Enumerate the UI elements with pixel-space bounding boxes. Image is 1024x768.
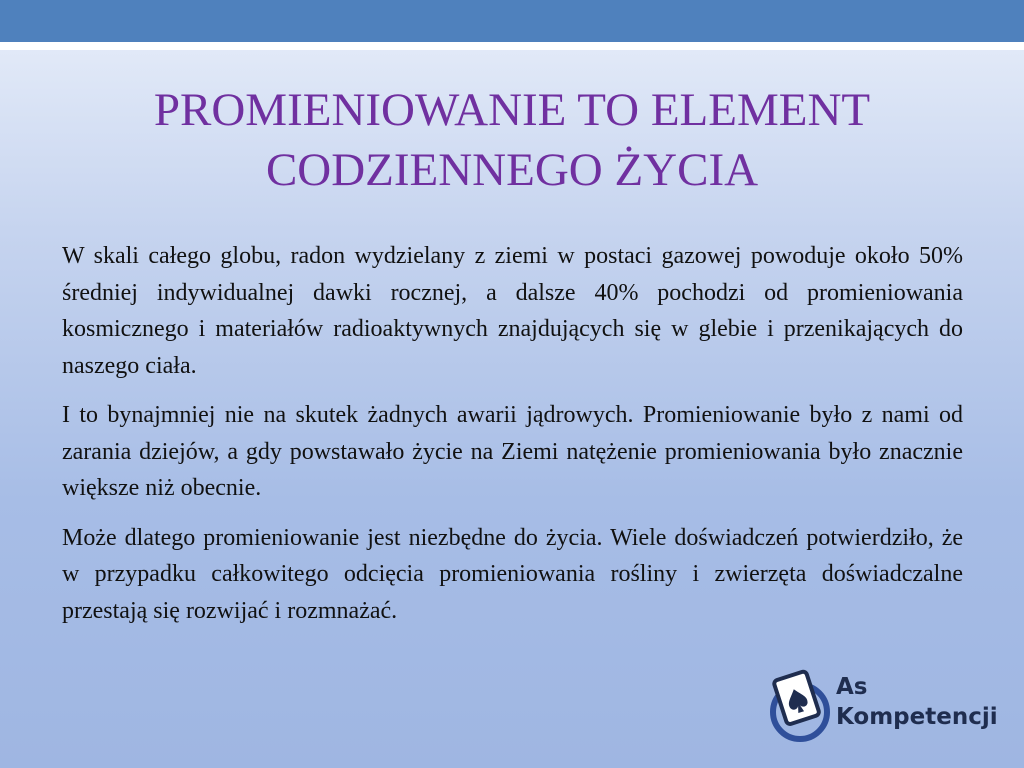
logo-line-2: Kompetencji: [836, 704, 998, 730]
logo-line-1: As: [836, 674, 868, 700]
as-kompetencji-logo: [770, 668, 1000, 748]
paragraph-2: I to bynajmniej nie na skutek żadnych awarii jądrowych. Promieniowanie było z nami od zarania dziejów, a gdy powstawało życie na Ziemi natężenie promieniowania było znacznie większe niż obecnie.: [62, 402, 963, 501]
slide-title: PROMIENIOWANIE TO ELEMENT CODZIENNEGO ŻYCIA: [153, 84, 871, 196]
top-stripe: [0, 42, 1024, 50]
paragraph-3: Może dlatego promieniowanie jest niezbędne do życia. Wiele doświadczeń potwierdziło, że w przypadku całkowitego odcięcia promieniowania rośliny i zwierzęta doświadczalne przestają się rozwijać i rozmnażać.: [62, 524, 963, 624]
top-bar: [0, 0, 1024, 42]
spade-card-icon: [770, 668, 832, 748]
paragraph-1: W skali całego globu, radon wydzielany z ziemi w postaci gazowej powoduje około 50% średniej indywidualnej dawki rocznej, a dalsze 40% pochodzi od promieniowania kosmicznego i materiałów radioaktywnych znajdujących się w glebie i przenikających do naszego ciała.: [62, 243, 963, 379]
slide-body: [62, 238, 963, 642]
logo-text: [836, 672, 998, 732]
